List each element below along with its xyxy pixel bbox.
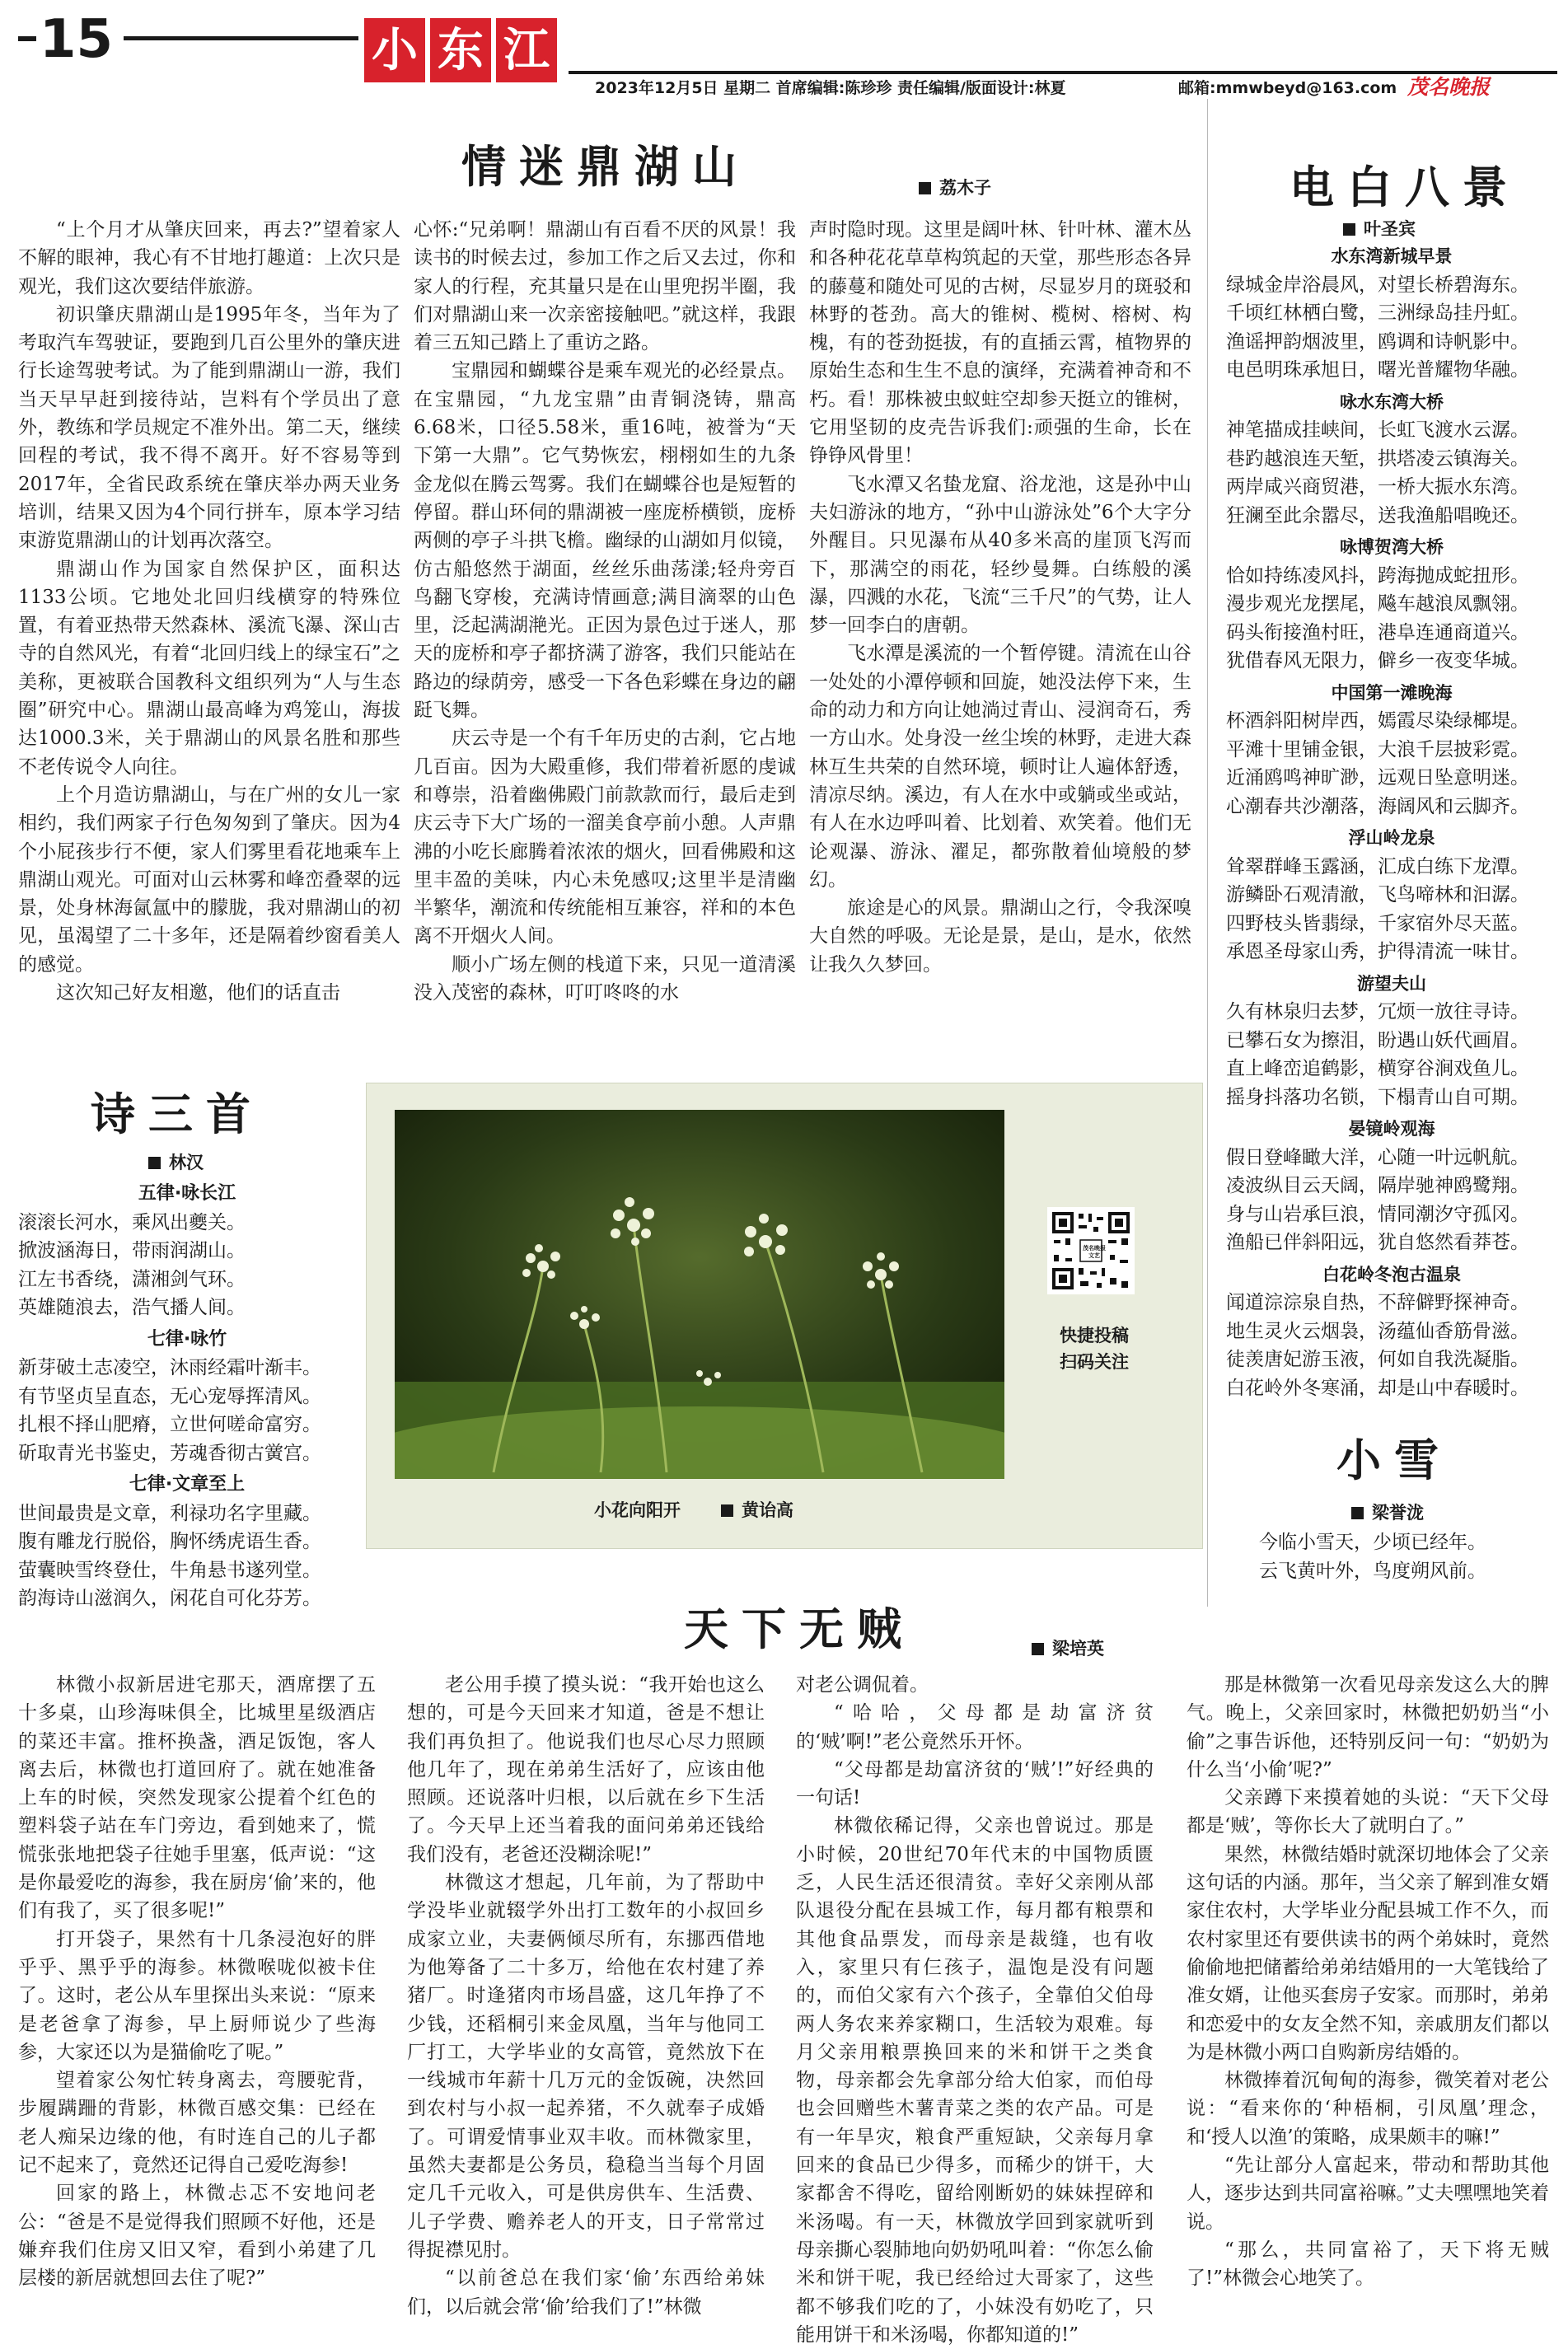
header-rule-left bbox=[124, 36, 358, 40]
column-divider bbox=[1207, 99, 1208, 1607]
paragraph: “上个月才从肇庆回来，再去?”望着家人不解的眼神，我心有不甘地打趣道：上次只是观光，我们这次要结伴旅游。 bbox=[18, 219, 400, 297]
paragraph: 望着家公匆忙转身离去，弯腰驼背，步履蹒跚的背影，林微百感交集：已经在老人痴呆边缘的他，有时连自己的儿子都记不起来了，竟然还记得自己爱吃海参! bbox=[18, 2070, 376, 2177]
poem-line: 四野枝头皆翡绿，千家宿外尽天蓝。 bbox=[1226, 912, 1529, 934]
paragraph: “父母都是劫富济贫的‘贼’!”好经典的一句话! bbox=[796, 1758, 1154, 1809]
qr-caption-2: 扫码关注 bbox=[1060, 1352, 1129, 1372]
xiaoxue-poem bbox=[1259, 1528, 1539, 1585]
poem-subtitle: 咏博贺湾大桥 bbox=[1340, 537, 1444, 557]
poem-line: 英雄随浪去，浩气播人间。 bbox=[18, 1297, 246, 1318]
poem-line: 掀波涵海日，带雨润湖山。 bbox=[18, 1240, 246, 1261]
section-badge-3 bbox=[496, 18, 557, 82]
paragraph: 老公用手摸了摸头说：“我开始也这么想的，可是今天回来才知道，爸是不想让我们再负担了。他说我们也尽心尽力照顾他几年了，现在弟弟生活好了，应该由他照顾。还说落叶归根，以后就在乡下生活了。今天早上还当着我的面问弟弟还钱给我们没有，老爸还没糊涂呢!” bbox=[407, 1674, 765, 1865]
author-tianxia: 梁培英 bbox=[1032, 1635, 1104, 1660]
poem-line: 近涌鸥鸣神旷渺，远观日坠意明迷。 bbox=[1226, 767, 1529, 788]
section-badge-1 bbox=[364, 18, 425, 82]
poem-line: 江左书香绕，潇湘剑气环。 bbox=[18, 1268, 246, 1290]
poem-line: 漫步观光龙摆尾，飚车越浪凤飘翎。 bbox=[1226, 593, 1529, 615]
paragraph: 林微依稀记得，父亲也曾说过。那是小时候，20世纪70年代末的中国物质匮乏，人民生活还很清贫。幸好父亲刚从部队退役分配在县城工作，每月都有粮票和其他食品票发，而母亲是裁缝，也有收入，家里只有仨孩子，温饱是没有问题的，而伯父家有六个孩子，全靠伯父伯母两人务农来养家糊口，生活较为艰难。每月父亲用粮票换回来的米和饼干之类食物，母亲都会先拿部分给大伯家，而伯母也会回赠些木薯青菜之类的农产品。可是有一年旱灾，粮食严重短缺，父亲每月拿回来的食品已少得多，而稀少的饼干，大家都舍不得吃，留给刚断奶的妹妹捏碎和米汤喝。有一天，林微放学回到家就听到母亲撕心裂肺地向奶奶吼叫着：“你怎么偷米和饼干呢，我已经给过大哥家了，这些都不够我们吃的了，小妹没有奶吃了，只能用饼干和米汤喝，你都知道的!” bbox=[796, 1815, 1154, 2346]
photo-block bbox=[366, 1083, 1203, 1549]
poem-line: 今临小雪天，少顷已经年。 bbox=[1259, 1532, 1486, 1553]
poem-line: 渔船已伴斜阳远，犹自悠然看莽苍。 bbox=[1226, 1232, 1529, 1253]
poem-line: 承恩圣母家山秀，护得清流一味甘。 bbox=[1226, 941, 1529, 962]
poem-subtitle: 中国第一滩晚海 bbox=[1331, 682, 1453, 703]
paragraph: 林微这才想起，几年前，为了帮助中学没毕业就辍学外出打工数年的小叔回乡成家立业，夫妻俩倾尽所有，东挪西借地为他筹备了二十多万，给他在农村建了养猪厂。时逢猪肉市场昌盛，这几年挣了不少钱，还稻桐引来金凤凰，当年与他同工厂打工，大学毕业的女高管，竟然放下在一线城市年薪十几万元的金饭碗，决然回到农村与小叔一起养猪，不久就奉子成婚了。可谓爱情事业双丰收。而林微家里，虽然夫妻都是公务员，稳稳当当每个月固定几千元收入，可是供房供车、生活费、儿子学费、赡养老人的开支，日子常常过得捉襟见肘。 bbox=[407, 1872, 765, 2261]
poem-subtitle: 五律·咏长江 bbox=[138, 1183, 236, 1204]
three-poems bbox=[18, 1177, 356, 1613]
poem-line: 犹借春风无限力，僻乡一夜变华城。 bbox=[1226, 650, 1529, 671]
paragraph: 鼎湖山作为国家自然保护区，面积达1133公顷。它地处北回归线横穿的特殊位置，有着亚热带天然森林、溪流飞瀑、深山古寺的自然风光，有着“北回归线上的绿宝石”之美称，更被联合国教科文组织列为“人与生态圈”研究中心。鼎湖山最高峰为鸡笼山，海拔达1000.3米，关于鼎湖山的风景名胜和那些不老传说令人向往。 bbox=[18, 558, 400, 778]
author-three-poems: 林汉 bbox=[148, 1149, 204, 1174]
paragraph: 那是林微第一次看见母亲发这么大的脾气。晚上，父亲回家时，林微把奶奶当“小偷”之事告诉他，还特别反问一句：“奶奶为什么当‘小偷’呢?” bbox=[1187, 1674, 1549, 1780]
qr-code[interactable] bbox=[1047, 1207, 1135, 1294]
header-info: 2023年12月5日 星期二 首席编辑:陈珍珍 责任编辑/版面设计:林夏 bbox=[595, 79, 1066, 97]
poem-line: 久有林泉归去梦，冗烦一放往寻诗。 bbox=[1226, 1001, 1529, 1022]
page-number-dash bbox=[18, 36, 36, 41]
paragraph: 庆云寺是一个有千年历史的古刹，它占地几百亩。因为大殿重修，我们带着祈愿的虔诚和尊崇，沿着幽佛殿门前款款而行，最后走到庆云寺下大广场的一溜美食亭前小憩。人声鼎沸的小吃长廊腾着浓浓的烟火，回看佛殿和这里丰盈的美味，内心未免感叹;这里半是清幽半繁华，潮流和传统能相互兼容，祥和的本色离不开烟火人间。 bbox=[414, 728, 796, 948]
poem-line: 恰如持练凌风抖，跨海抛成蛇扭形。 bbox=[1226, 564, 1529, 587]
dianbai-poems bbox=[1226, 239, 1557, 1402]
poem-line: 心潮春共沙潮落，海阔风和云脚齐。 bbox=[1226, 795, 1529, 817]
poem-line: 耸翠群峰玉露涵，汇成白练下龙潭。 bbox=[1226, 855, 1529, 877]
poem-line: 狂澜至此余嚣尽，送我渔船唱晚还。 bbox=[1226, 504, 1529, 526]
poem-line: 韵海诗山滋润久，闲花自可化芬芳。 bbox=[18, 1588, 321, 1609]
poem-line: 身与山岩承巨浪，情同潮汐守孤冈。 bbox=[1226, 1203, 1529, 1225]
paragraph: 对老公调侃着。 bbox=[796, 1674, 929, 1696]
paragraph: 父亲蹲下来摸着她的头说：“天下父母都是‘贼’，等你长大了就明白了。” bbox=[1187, 1787, 1549, 1837]
paragraph: 回家的路上，林微忐忑不安地问老公：“爸是不是觉得我们照顾不好他，还是嫌弃我们住房又旧又窄，看到小弟建了几层楼的新居就想回去住了呢?” bbox=[18, 2183, 376, 2290]
poem-line: 萤囊映雪终登仕，牛角悬书遂列堂。 bbox=[18, 1559, 321, 1581]
page-number: 15 bbox=[40, 9, 114, 70]
qr-caption-1: 快捷投稿 bbox=[1060, 1326, 1129, 1345]
article-title-three-poems: 诗三首 bbox=[91, 1088, 264, 1140]
poem-line: 平滩十里铺金银，大浪千层披彩霓。 bbox=[1226, 738, 1529, 760]
poem-line: 扎根不择山肥瘠，立世何嗟命富穷。 bbox=[18, 1414, 321, 1435]
newspaper-logo: 茂名晚报 bbox=[1407, 75, 1491, 99]
paragraph: 打开袋子，果然有十几条浸泡好的胖乎乎、黑乎乎的海参。林微喉咙似被卡住了。这时，老公从车里探出头来说：“原来是老爸拿了海参，早上厨师说少了些海参，大家还以为是猫偷吃了呢。” bbox=[18, 1928, 376, 2063]
poem-line: 直上峰峦追鹤影，横穿谷涧戏鱼儿。 bbox=[1226, 1058, 1529, 1079]
author-dianbai: 叶圣宾 bbox=[1343, 216, 1416, 241]
paragraph: 宝鼎园和蝴蝶谷是乘车观光的必经景点。在宝鼎园，“九龙宝鼎”由青铜浇铸，鼎高6.68米，口径5.58米，重16吨，被誉为“天下第一大鼎”。它气势恢宏，栩栩如生的九条金龙似在腾云驾雾。我们在蝴蝶谷也是短暂的停留。群山环伺的鼎湖被一座庞桥横锁，庞桥两侧的亭子斗拱飞檐。幽绿的山湖如月似镜，仿古船悠然于湖面，丝丝乐曲荡漾;轻舟旁百鸟翻飞穿梭，充满诗情画意;满目滴翠的山色里，泛起满湖滟光。正因为景色过于迷人，那天的庞桥和亭子都挤满了游客，我们只能站在路边的绿荫旁，感受一下各色彩蝶在身边的翩跹飞舞。 bbox=[414, 360, 796, 722]
paragraph: “哈哈，父母都是劫富济贫的‘贼’啊!”老公竟然乐开怀。 bbox=[796, 1702, 1154, 1752]
paragraph: 初识肇庆鼎湖山是1995年冬，当年为了考取汽车驾驶证，要跑到几百公里外的肇庆进行长途驾驶考试。为了能到鼎湖山一游，我们当天早早赶到接待站，岂料有个学员出了意外，教练和学员规定不准外出。第二天，继续回程的考试，我不得不离开。好不容易等到2017年，全省民政系统在肇庆举办两天业务培训，结果又因为4个同行拼车，原本学习结束游览鼎湖山的计划再次落空。 bbox=[18, 303, 400, 552]
poem-line: 云飞黄叶外，鸟度朔风前。 bbox=[1259, 1560, 1486, 1582]
flower-photo bbox=[395, 1110, 1004, 1479]
paragraph: “那么，共同富裕了，天下将无贼了!”林微会心地笑了。 bbox=[1187, 2239, 1549, 2290]
paragraph: 这次知己好友相邀，他们的话直击 bbox=[56, 982, 340, 1004]
paragraph: 旅途是心的风景。鼎湖山之行，令我深嗅大自然的呼吸。无论是景，是山，是水，依然让我久久梦回。 bbox=[809, 897, 1191, 976]
paragraph: 飞水潭又名蛰龙窟、浴龙池，这是孙中山夫妇游泳的地方，“孙中山游泳处”6个大字分外醒目。只见瀑布从40多米高的崖顶飞泻而下，那满空的雨花，轻纱曼舞。白练般的溪瀑，四溅的水花，飞流“三千尺”的气势，让人梦一回李白的唐朝。 bbox=[809, 473, 1191, 637]
poem-line: 有节坚贞呈直态，无心宠辱挥清风。 bbox=[18, 1385, 321, 1407]
author-dinghu: 荔木子 bbox=[919, 175, 991, 199]
author-xiaoxue: 梁誉泷 bbox=[1351, 1500, 1424, 1524]
poem-subtitle: 晏镜岭观海 bbox=[1348, 1119, 1435, 1139]
section-badge-2 bbox=[430, 18, 491, 82]
poem-line: 斫取青光书鉴史，芳魂香彻古黉宫。 bbox=[18, 1442, 321, 1464]
paragraph: 心怀:“兄弟啊！鼎湖山有百看不厌的风景！我读书的时候去过，参加工作之后又去过，你和家人的行程，充其量只是在山里兜拐半圈，我们对鼎湖山来一次亲密接触吧。”就这样，我跟着三五知己踏上了重访之路。 bbox=[414, 219, 796, 354]
article-title-xiaoxue: 小雪 bbox=[1336, 1434, 1452, 1486]
poem-line: 渔谣押韵烟波里，鸥调和诗帆影中。 bbox=[1226, 330, 1529, 353]
dinghu-column-2 bbox=[414, 216, 796, 1007]
poem-line: 绿城金岸浴晨风，对望长桥碧海东。 bbox=[1226, 274, 1529, 296]
poem-line: 滚滚长河水，乘风出夔关。 bbox=[18, 1211, 246, 1233]
poem-subtitle: 白花岭冬泡古温泉 bbox=[1322, 1264, 1461, 1284]
poem-line: 码头衔接渔村旺，港阜连通商道兴。 bbox=[1226, 621, 1529, 643]
poem-line: 巷趵越浪连天堑，拱塔凌云镇海关。 bbox=[1226, 447, 1529, 470]
tianxia-column-2 bbox=[407, 1671, 765, 2321]
poem-line: 杯酒斜阳树岸西，嫣霞尽染绿椰堤。 bbox=[1226, 710, 1529, 732]
article-title-dianbai: 电白八景 bbox=[1290, 161, 1520, 213]
poem-line: 游鳞卧石观清澈，飞鸟啼林和汩潺。 bbox=[1226, 884, 1529, 905]
poem-line: 新芽破土志凌空，沐雨经霜叶渐丰。 bbox=[18, 1357, 321, 1378]
poem-subtitle: 七律·文章至上 bbox=[129, 1474, 246, 1495]
poem-line: 腹有雕龙行脱俗，胸怀绣虎语生香。 bbox=[18, 1531, 321, 1552]
paragraph: 林微小叔新居进宅那天，酒席摆了五十多桌，山珍海味俱全，比城里星级酒店的菜还丰富。推杯换盏，酒足饭饱，客人离去后，林微也打道回府了。就在她准备上车的时候，突然发现家公提着个红色的塑料袋子站在车门旁边，看到她来了，慌慌张张地把袋子往她手里塞，低声说：“这是你最爱吃的海参，我在厨房‘偷’来的，他们有我了，买了很多呢!” bbox=[18, 1674, 376, 1922]
tianxia-column-1 bbox=[18, 1671, 376, 2293]
poem-line: 凌波纵目云天阔，隔岸驰神鸥鹭翔。 bbox=[1226, 1175, 1529, 1196]
poem-subtitle: 七律·咏竹 bbox=[147, 1328, 227, 1350]
poem-subtitle: 浮山岭龙泉 bbox=[1348, 828, 1435, 848]
article-title-dinghu: 情迷鼎湖山 bbox=[461, 140, 750, 193]
poem-line: 假日登峰瞰大洋，心随一叶远帆航。 bbox=[1226, 1146, 1529, 1168]
poem-subtitle: 游望夫山 bbox=[1357, 973, 1426, 994]
poem-line: 神笔描成挂峡间，长虹飞渡水云潺。 bbox=[1226, 419, 1529, 441]
photo-caption: 小花向阳开 bbox=[594, 1500, 681, 1520]
poem-line: 已攀石女为擦泪，盼遇山妖代画眉。 bbox=[1226, 1029, 1529, 1051]
poem-line: 电邑明珠承旭日，曙光普耀物华融。 bbox=[1226, 359, 1529, 381]
paragraph: 林微捧着沉甸甸的海参，微笑着对老公说：“看来你的‘种梧桐，引凤凰’理念，和‘授人以渔’的策略，成果颇丰的嘛!” bbox=[1187, 2070, 1549, 2148]
page-header bbox=[0, 0, 1568, 99]
poem-line: 徒羡唐妃游玉液，何如自我洗凝脂。 bbox=[1226, 1349, 1529, 1370]
article-title-tianxia: 天下无贼 bbox=[684, 1603, 915, 1655]
paragraph: 声时隐时现。这里是阔叶林、针叶林、灌木丛和各种花花草草构筑起的天堂，那些形态各异的藤蔓和随处可见的古树，尽显岁月的斑驳和林野的苍劲。高大的锥树、榄树、榕树、构槐，有的苍劲挺拔，有的直插云霄，植物界的原始生态和生生不息的演绎，充满着神奇和不朽。看！那株被虫蚁蛀空却参天挺立的锥树，它用坚韧的皮壳告诉我们:顽强的生命，长在铮铮风骨里！ bbox=[809, 219, 1191, 467]
qr-center-label: 茂名晚报 文艺 bbox=[1083, 1245, 1106, 1259]
poem-line: 白花岭外冬寒涌，却是山中春暖时。 bbox=[1226, 1377, 1529, 1399]
section-char-3: 江 bbox=[503, 23, 550, 77]
section-char-2: 东 bbox=[438, 23, 484, 77]
paragraph: “以前爸总在我们家‘偷’东西给弟妹们，以后就会常‘偷’给我们了!”林微 bbox=[407, 2267, 765, 2318]
dinghu-column-1 bbox=[18, 216, 400, 1007]
section-char-1: 小 bbox=[372, 23, 418, 77]
header-email[interactable]: 邮箱:mmwbeyd@163.com bbox=[1178, 79, 1397, 97]
poem-line: 摇身抖落功名锁，下榻青山自可期。 bbox=[1226, 1086, 1529, 1108]
poem-subtitle: 水东湾新城早景 bbox=[1331, 246, 1453, 266]
dinghu-column-3 bbox=[809, 216, 1191, 979]
poem-line: 千顷红林栖白鹭，三洲绿岛挂丹虹。 bbox=[1226, 302, 1529, 324]
tianxia-column-3 bbox=[796, 1671, 1154, 2349]
paragraph: 顺小广场左侧的栈道下来，只见一道清溪没入茂密的森林，叮叮咚咚的水 bbox=[414, 953, 796, 1004]
poem-line: 世间最贵是文章，利禄功名字里藏。 bbox=[18, 1502, 321, 1524]
paragraph: 上个月造访鼎湖山，与在广州的女儿一家相约，我们两家子行色匆匆到了肇庆。因为4个小屁孩步行不便，家人们雾里看花地乘车上鼎湖山观光。可面对山云林雾和峰峦叠翠的远景，处身林海氤氲中的朦胧，我对鼎湖山的初见，虽渴望了二十多年，还是隔着纱窗看美人的感觉。 bbox=[18, 784, 400, 976]
paragraph: “先让部分人富起来，带动和帮助其他人，逐步达到共同富裕嘛。”丈夫嘿嘿地笑着说。 bbox=[1187, 2155, 1549, 2233]
poem-line: 两岸咸兴商贸港，一桥大振水东湾。 bbox=[1226, 476, 1529, 498]
poem-line: 闻道淙淙泉自热，不辞僻野探神奇。 bbox=[1226, 1292, 1529, 1313]
tianxia-column-4 bbox=[1187, 1671, 1549, 2293]
poem-line: 地生灵火云烟袅，汤蕴仙香筋骨滋。 bbox=[1226, 1320, 1529, 1342]
paragraph: 果然，林微结婚时就深切地体会了父亲这句话的内涵。那年，当父亲了解到准女婿家住农村，大学毕业分配县城工作不久，而农村家里还有要供读书的两个弟妹时，竟然偷偷地把储蓄给弟弟结婚用的一大笔钱给了准女婿，让他买套房子安家。而那时，弟弟和恋爱中的女友全然不知，亲戚朋友们都以为是林微小两口自购新房结婚的。 bbox=[1187, 1843, 1549, 2063]
photo-author: 黄诒高 bbox=[721, 1497, 793, 1522]
poem-subtitle: 咏水东湾大桥 bbox=[1340, 391, 1444, 412]
paragraph: 飞水潭是溪流的一个暂停键。清流在山谷一处处的小潭停顿和回旋，她没法停下来，生命的动力和方向让她淌过青山、浸润奇石，秀一方山水。处身没一丝尘埃的林野，走进大森林互生共荣的自然环境，顿时让人遍体舒透，清凉尽纳。溪边，有人在水中或躺或坐或站，有人在水边呼叫着、比划着、欢笑着。他们无论观瀑、游泳、濯足，都弥散着仙境般的梦幻。 bbox=[809, 643, 1191, 891]
